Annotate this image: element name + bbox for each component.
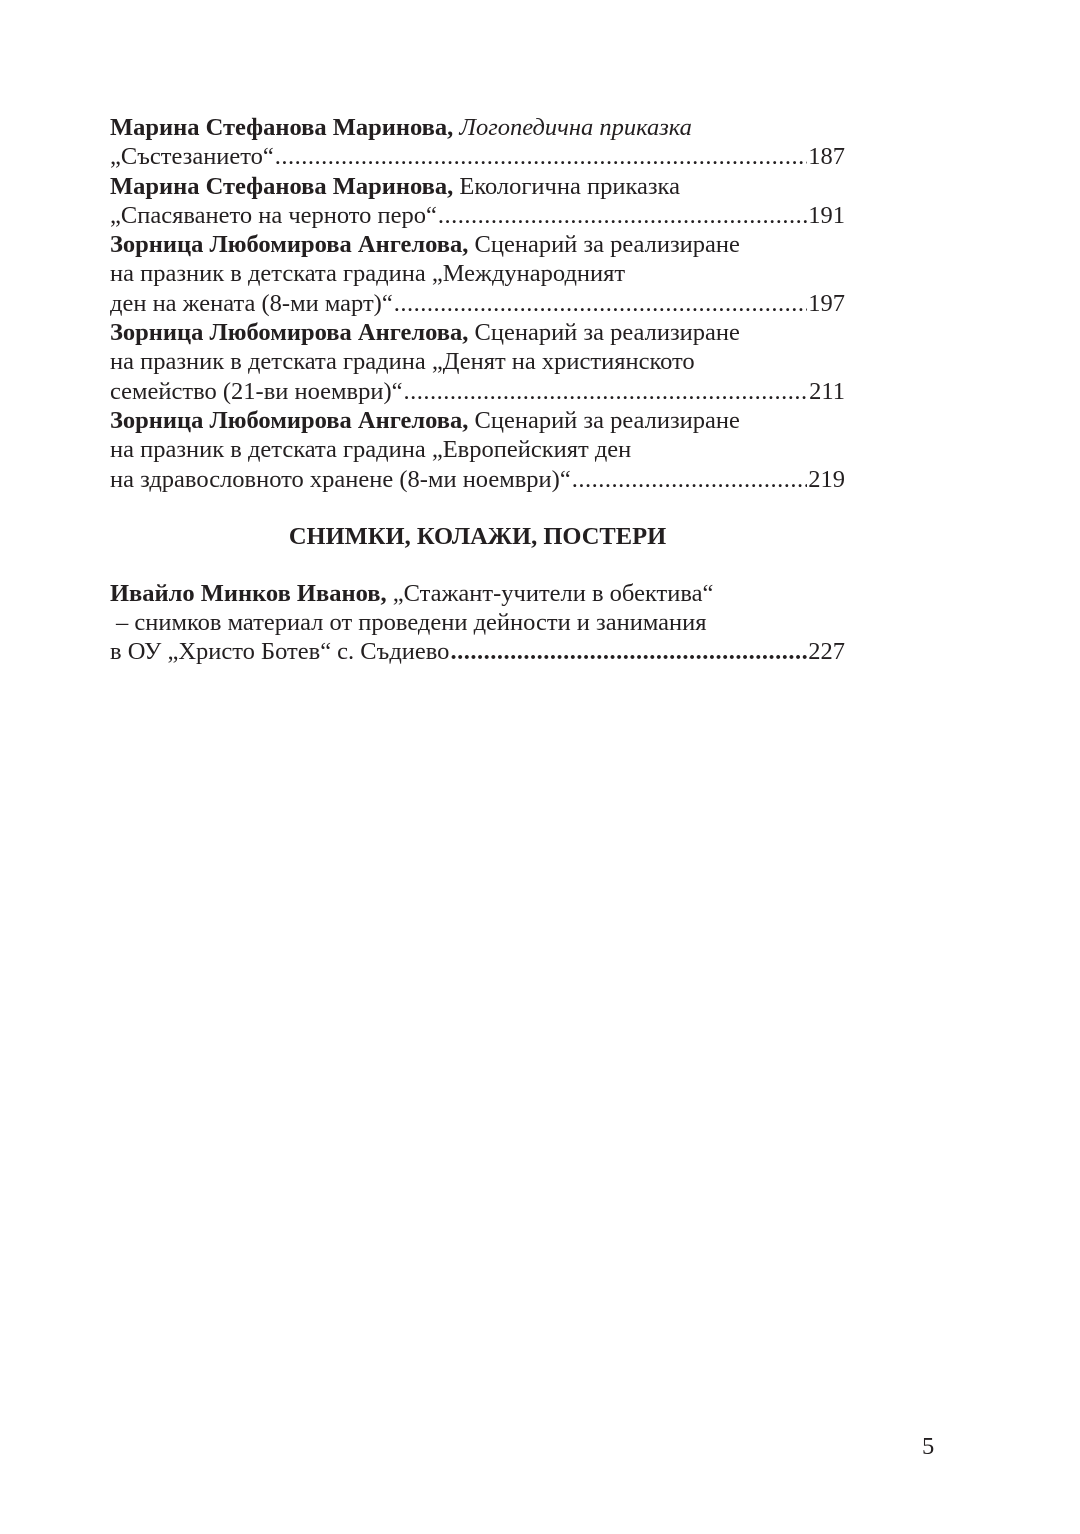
toc-entry	[110, 230, 845, 318]
toc-entry-first-line	[110, 579, 845, 608]
toc-entry-title: Сценарий за реализиране	[474, 319, 740, 347]
toc-entry-first-line	[110, 113, 845, 142]
toc-entry-title: „Стажант-учители в обектива“	[392, 579, 714, 607]
toc-entry-author: Зорница Любомирова Ангелова,	[110, 406, 469, 434]
toc-entry-title: Екологична приказка	[459, 172, 680, 200]
dot-leader	[275, 142, 807, 171]
toc-entry-page-number: 211	[809, 377, 845, 405]
dot-leader	[404, 377, 809, 406]
toc-entry-title-continued: на празник в детската градина „Денят на християнското	[110, 348, 695, 376]
toc-entry-last-line	[110, 142, 845, 171]
toc-entry-title: Сценарий за реализиране	[474, 406, 740, 434]
toc-entry-author: Ивайло Минков Иванов,	[110, 579, 387, 607]
toc-entry-title-continued: на празник в детската градина „Международният	[110, 260, 626, 288]
dot-leader	[572, 465, 808, 494]
toc-entry-last-line	[110, 637, 845, 666]
toc-entry-first-line	[110, 230, 845, 259]
toc-entry-last-line	[110, 289, 845, 318]
toc-entry-author: Марина Стефанова Маринова,	[110, 114, 454, 141]
toc-entry-author: Марина Стефанова Маринова,	[110, 172, 454, 200]
toc-entry-title-end: семейство (21-ви ноември)“	[110, 377, 403, 405]
toc-entry-page-number: 197	[808, 289, 845, 317]
toc-entry-title: Логопедична приказка	[459, 114, 692, 141]
toc-entry-page-number: 227	[808, 638, 845, 666]
table-of-contents	[110, 113, 845, 667]
toc-entry-last-line	[110, 465, 845, 494]
toc-entry-first-line	[110, 318, 845, 347]
toc-entry-page-number: 187	[808, 143, 845, 171]
toc-entry-page-number: 191	[808, 201, 845, 229]
toc-entry	[110, 406, 845, 494]
toc-entry-title-end: „Състезанието“	[110, 143, 274, 171]
toc-entry-title-end: в ОУ „Христо Ботев“ с. Съдиево	[110, 638, 450, 666]
toc-entry-title-end: на здравословното хранене (8-ми ноември)“	[110, 465, 571, 493]
toc-entry-page-number: 219	[808, 465, 845, 493]
dot-leader	[394, 289, 808, 318]
toc-entry-title-continued: – снимков материал от проведени дейности и занимания	[116, 609, 707, 637]
toc-entry-last-line	[110, 201, 845, 230]
toc-entry-author: Зорница Любомирова Ангелова,	[110, 319, 469, 347]
toc-entry-title: Сценарий за реализиране	[474, 231, 740, 259]
toc-entry	[110, 113, 845, 172]
toc-entry-title-continued: на празник в детската градина „Европейският ден	[110, 436, 632, 464]
page-number: 5	[922, 1433, 935, 1460]
toc-entry-title-end: ден на жената (8-ми март)“	[110, 289, 393, 317]
dot-leader	[438, 201, 807, 230]
toc-entry-first-line	[110, 172, 845, 201]
toc-entry-author: Зорница Любомирова Ангелова,	[110, 231, 469, 259]
dot-leader	[450, 637, 807, 666]
toc-entry	[110, 172, 845, 231]
toc-entry-first-line	[110, 406, 845, 435]
toc-entry-photos	[110, 579, 845, 667]
section-heading: СНИМКИ, КОЛАЖИ, ПОСТЕРИ	[288, 522, 667, 550]
toc-entry-last-line	[110, 377, 845, 406]
toc-entry-title-end: „Спасяването на черното перо“	[110, 201, 437, 229]
toc-entry	[110, 318, 845, 406]
